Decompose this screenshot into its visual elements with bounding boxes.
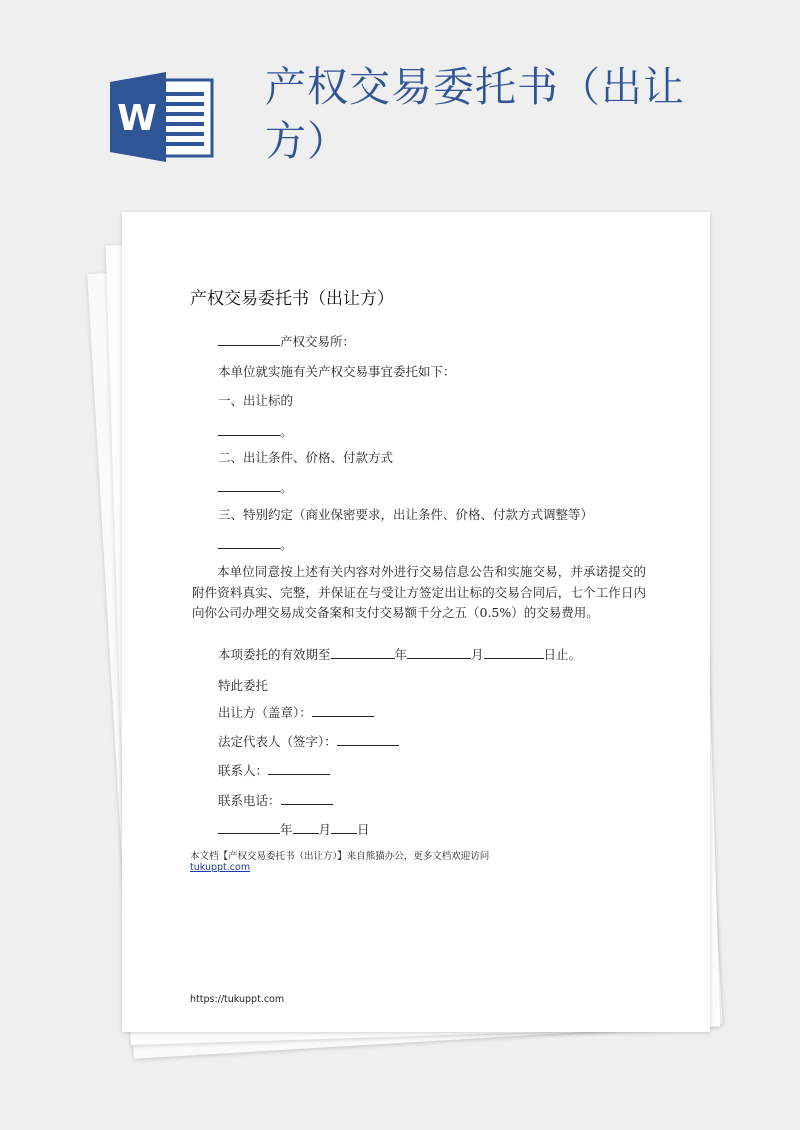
section-3-blank: [218, 535, 293, 553]
document-content: [122, 212, 710, 1032]
svg-text:W: W: [117, 98, 157, 139]
special-entrust-text: 特此委托: [218, 678, 269, 693]
validity-line: [218, 645, 581, 663]
contact-label: 联系人：: [218, 763, 269, 778]
transferor-line: [218, 703, 374, 721]
day-end-label: 日止。: [543, 647, 582, 662]
month-label: 月: [318, 822, 332, 837]
signature-date-line: [218, 820, 370, 838]
phone-label: 联系电话：: [218, 793, 281, 808]
footer-link[interactable]: tukuppt.com: [190, 862, 251, 873]
blank-field: [312, 703, 374, 717]
period-mark: 。: [280, 480, 293, 495]
legal-rep-label: 法定代表人（签字）：: [218, 734, 337, 749]
page-url: https://tukuppt.com: [190, 994, 285, 1005]
phone-line: [218, 791, 333, 809]
year-label: 年: [280, 822, 293, 837]
blank-field: [218, 820, 280, 834]
section-2-blank: [218, 478, 293, 496]
contact-line: [218, 761, 330, 779]
addressee-line: [218, 332, 355, 350]
month-label: 月: [471, 647, 484, 662]
transferor-label: 出让方（盖章）：: [218, 705, 312, 720]
blank-field: [218, 535, 280, 549]
blank-field: [293, 820, 319, 834]
section-1-heading: 一、出让标的: [218, 393, 294, 408]
blank-field: [331, 820, 357, 834]
blank-field: [281, 791, 333, 805]
blank-field: [218, 422, 280, 436]
blank-field: [331, 645, 395, 659]
section-2-heading: 二、出让条件、价格、付款方式: [218, 450, 394, 465]
legal-rep-line: [218, 732, 399, 750]
section-3-heading: 三、特别约定（商业保密要求，出让条件、价格、付款方式调整等）: [218, 507, 594, 522]
blank-field: [484, 645, 544, 659]
period-mark: 。: [280, 537, 293, 552]
intro-text: 本单位就实施有关产权交易事宜委托如下：: [218, 364, 456, 379]
blank-field: [218, 332, 280, 346]
section-1-blank: [218, 422, 293, 440]
header-title: 产权交易委托书（出让方）: [265, 63, 685, 165]
word-document-icon: [110, 72, 214, 162]
year-label: 年: [394, 647, 408, 662]
validity-label: 本项委托的有效期至: [218, 647, 331, 662]
footer-note: 本文档【产权交易委托书（出让方）】来自熊猫办公，更多文档欢迎访问: [190, 851, 490, 862]
blank-field: [218, 478, 280, 492]
period-mark: 。: [280, 424, 293, 439]
blank-field: [407, 645, 471, 659]
document-title: 产权交易委托书（出让方）: [190, 289, 394, 309]
blank-field: [268, 761, 330, 775]
day-label: 日: [357, 822, 370, 837]
commitment-paragraph: 本单位同意按上述有关内容对外进行交易信息公告和实施交易，并承诺提交的附件资料真实、完整，并保证在与受让方签定出让标的交易合同后，七个工作日内向你公司办理交易成交备案和支付交易额千分之五（0.5%）的交易费用。: [192, 564, 646, 620]
blank-field: [337, 732, 399, 746]
addressee-label: 产权交易所：: [280, 334, 356, 349]
